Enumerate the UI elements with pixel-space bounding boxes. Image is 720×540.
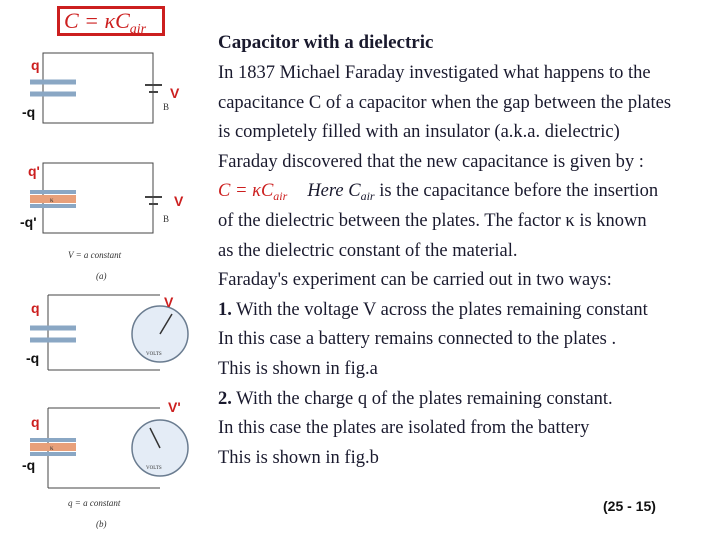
text-line-8: Faraday's experiment can be carried out in two ways: <box>218 270 612 291</box>
label-q3: q <box>31 300 40 316</box>
fig-b-caption: q = a constant <box>68 498 121 508</box>
way-2-text: With the charge q of the plates remaining constant. <box>231 388 613 409</box>
kappa-label-2: κ <box>50 444 54 452</box>
circuit-1 <box>30 53 162 123</box>
here-sub: air <box>360 189 375 204</box>
fig-a-tag: (a) <box>96 271 107 281</box>
label-neg-q4: -q <box>22 457 36 473</box>
way-1-number: 1. <box>218 299 232 320</box>
text-line-7: as the dielectric constant of the material. <box>218 240 518 261</box>
text-line-3: is completely filled with an insulator (a.k.a. dielectric) <box>218 122 620 143</box>
page-number: (25 - 15) <box>603 498 656 514</box>
volts-label-2: VOLTS <box>146 466 162 471</box>
battery-label-1: B <box>163 102 170 112</box>
way-2-number: 2. <box>218 388 232 409</box>
kappa-label-1: κ <box>50 196 54 204</box>
label-q2: q' <box>28 163 40 179</box>
text-line-6: of the dielectric between the plates. The factor κ is known <box>218 210 647 231</box>
formula-line <box>218 177 716 207</box>
here-text: Here C <box>307 181 361 202</box>
label-neg-q2: -q' <box>20 214 37 230</box>
label-v4: V' <box>168 399 181 415</box>
label-v3: V <box>164 294 174 310</box>
way-1-line <box>218 296 716 326</box>
text-line-11: This is shown in fig.a <box>218 358 378 379</box>
slide-title: Capacitor with a dielectric <box>218 32 434 53</box>
circuit-4 <box>30 408 188 488</box>
text-line-13: In this case the plates are isolated from the battery <box>218 418 590 439</box>
fig-a-caption: V = a constant <box>68 250 122 260</box>
label-neg-q3: -q <box>26 350 40 366</box>
label-q1: q <box>31 57 40 73</box>
label-neg-q1: -q <box>22 104 36 120</box>
text-line-10: In this case a battery remains connected to the plates . <box>218 329 617 350</box>
label-v1: V <box>170 85 180 101</box>
way-2-line <box>218 385 716 415</box>
formula-inline-sub: air <box>273 189 288 204</box>
text-line-4: Faraday discovered that the new capacitance is given by : <box>218 151 644 172</box>
label-q4: q <box>31 414 40 430</box>
way-1-text: With the voltage V across the plates remaining constant <box>231 299 648 320</box>
formula-main: C = κC <box>64 8 130 33</box>
text-line-1: In 1837 Michael Faraday investigated what happens to the <box>218 63 651 83</box>
formula-sub: air <box>129 22 147 37</box>
body-text <box>218 59 716 473</box>
fig-b-tag: (b) <box>96 519 107 529</box>
battery-label-2: B <box>163 214 170 224</box>
volts-label-1: VOLTS <box>146 352 162 357</box>
formula-inline: C = κC <box>218 181 274 202</box>
text-line-2: capacitance C of a capacitor when the gap between the plates <box>218 92 672 113</box>
here-rest: is the capacitance before the insertion <box>374 181 659 202</box>
label-v2: V <box>174 193 184 209</box>
text-line-14: This is shown in fig.b <box>218 447 379 468</box>
